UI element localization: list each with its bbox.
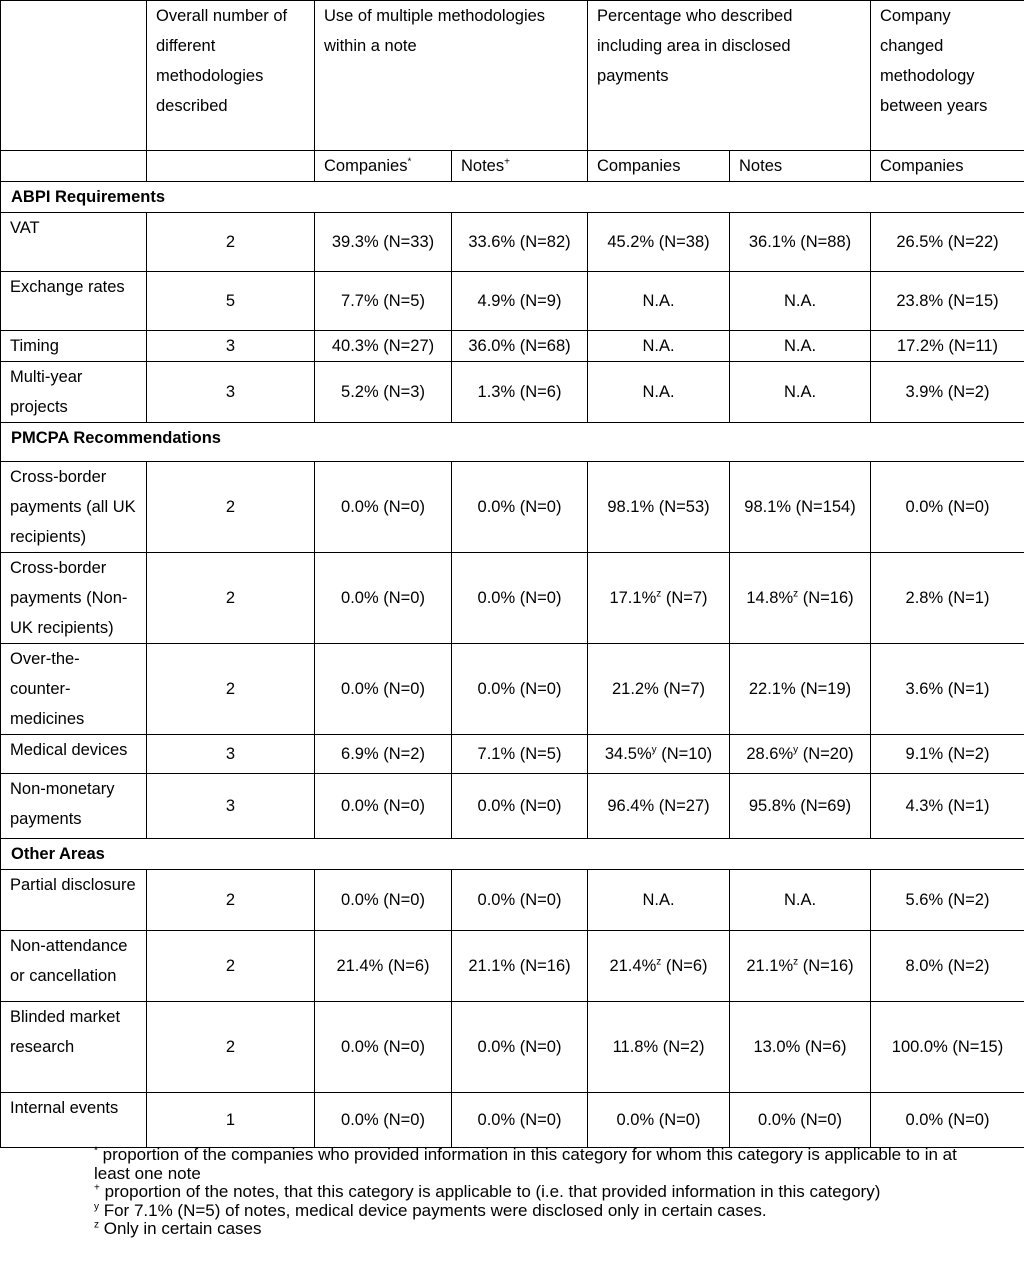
table-row <box>1 870 1024 931</box>
row-label: Blinded market research <box>1 1002 147 1093</box>
multiple-companies-value: 0.0% (N=0) <box>315 1002 452 1093</box>
footnote-plus: + proportion of the notes, that this category is applicable to (i.e. that provided information in this category) <box>94 1182 881 1201</box>
multiple-companies-value: 0.0% (N=0) <box>315 553 452 644</box>
multiple-notes-value: 0.0% (N=0) <box>452 553 588 644</box>
changed-value: 8.0% (N=2) <box>871 931 1024 1002</box>
footnote-y: $^y$ For 7.1% (N=5) of notes, medical device payments were disclosed only in certain cases. <box>94 1200 767 1220</box>
subheader-notes: Notes <box>730 151 871 182</box>
subheader-empty-cell <box>147 151 315 182</box>
row-label: Timing <box>1 331 147 362</box>
multiple-notes-value: 36.0% (N=68) <box>452 331 588 362</box>
percentage-companies-value: 96.4% (N=27) <box>588 774 730 839</box>
changed-value: 0.0% (N=0) <box>871 1093 1024 1148</box>
section-title: Other Areas <box>1 839 1024 870</box>
multiple-companies-value: 5.2% (N=3) <box>315 362 452 423</box>
row-label: Partial disclosure <box>1 870 147 931</box>
footnote-z: $^z$ Only in certain cases <box>94 1219 262 1238</box>
footnote-mark-plus: + <box>504 156 510 168</box>
percentage-notes-value: 98.1% (N=154) <box>730 462 871 553</box>
changed-value: 26.5% (N=22) <box>871 213 1024 272</box>
multiple-companies-value: 0.0% (N=0) <box>315 774 452 839</box>
percentage-notes-value: 21.1%$^z$ (N=16) <box>730 931 871 1002</box>
header-overall-methodologies: Overall number of different methodologies described <box>147 1 315 151</box>
header-company-changed: Company changed methodology between years <box>871 1 1024 151</box>
overall-value: 3 <box>147 735 315 774</box>
percentage-companies-value: 34.5%$^y$ (N=10) <box>588 735 730 774</box>
row-label: VAT <box>1 213 147 272</box>
overall-value: 3 <box>147 774 315 839</box>
row-label: Non-monetary payments <box>1 774 147 839</box>
overall-value: 2 <box>147 1002 315 1093</box>
changed-value: 17.2% (N=11) <box>871 331 1024 362</box>
multiple-companies-value: 40.3% (N=27) <box>315 331 452 362</box>
percentage-notes-value: 14.8%$^z$ (N=16) <box>730 553 871 644</box>
footnote-mark-z: z <box>793 588 799 600</box>
table-row <box>1 644 1024 735</box>
row-label: Over-the-counter-medicines <box>1 644 147 735</box>
row-label: Cross-border payments (Non-UK recipients) <box>1 553 147 644</box>
section-title: PMCPA Recommendations <box>1 423 1024 462</box>
subheader-row <box>1 151 1024 182</box>
section-row-pmcpa <box>1 423 1024 462</box>
subheader-companies: Companies <box>588 151 730 182</box>
table-row <box>1 462 1024 553</box>
table-row <box>1 272 1024 331</box>
percentage-companies-value: 98.1% (N=53) <box>588 462 730 553</box>
changed-value: 23.8% (N=15) <box>871 272 1024 331</box>
footnote-mark-z: z <box>656 588 662 600</box>
percentage-notes-value: N.A. <box>730 362 871 423</box>
row-label: Multi-year projects <box>1 362 147 423</box>
overall-value: 3 <box>147 362 315 423</box>
multiple-notes-value: 0.0% (N=0) <box>452 1093 588 1148</box>
changed-value: 0.0% (N=0) <box>871 462 1024 553</box>
percentage-companies-value: N.A. <box>588 870 730 931</box>
changed-value: 3.6% (N=1) <box>871 644 1024 735</box>
percentage-notes-value: N.A. <box>730 331 871 362</box>
footnote-mark-star: * <box>407 156 412 168</box>
footnote-mark-y: y <box>793 744 799 756</box>
subheader-notes: Notes+ <box>452 151 588 182</box>
row-label: Cross-border payments (all UK recipients) <box>1 462 147 553</box>
section-row-abpi <box>1 182 1024 213</box>
row-label: Exchange rates <box>1 272 147 331</box>
table-row <box>1 553 1024 644</box>
overall-value: 2 <box>147 644 315 735</box>
percentage-companies-value: N.A. <box>588 272 730 331</box>
header-row <box>1 1 1024 151</box>
overall-value: 2 <box>147 931 315 1002</box>
percentage-notes-value: N.A. <box>730 272 871 331</box>
percentage-companies-value: 0.0% (N=0) <box>588 1093 730 1148</box>
multiple-notes-value: 4.9% (N=9) <box>452 272 588 331</box>
changed-value: 4.3% (N=1) <box>871 774 1024 839</box>
row-label: Medical devices <box>1 735 147 774</box>
percentage-companies-value: 17.1%$^z$ (N=7) <box>588 553 730 644</box>
multiple-companies-value: 0.0% (N=0) <box>315 644 452 735</box>
percentage-notes-value: 95.8% (N=69) <box>730 774 871 839</box>
footnotes <box>94 1146 974 1239</box>
multiple-notes-value: 0.0% (N=0) <box>452 1002 588 1093</box>
multiple-notes-value: 21.1% (N=16) <box>452 931 588 1002</box>
changed-value: 9.1% (N=2) <box>871 735 1024 774</box>
percentage-notes-value: 0.0% (N=0) <box>730 1093 871 1148</box>
subheader-companies: Companies* <box>315 151 452 182</box>
percentage-companies-value: 11.8% (N=2) <box>588 1002 730 1093</box>
footnote-mark-z: z <box>793 956 799 968</box>
multiple-notes-value: 0.0% (N=0) <box>452 462 588 553</box>
multiple-companies-value: 0.0% (N=0) <box>315 870 452 931</box>
overall-value: 1 <box>147 1093 315 1148</box>
multiple-companies-value: 21.4% (N=6) <box>315 931 452 1002</box>
multiple-notes-value: 1.3% (N=6) <box>452 362 588 423</box>
footnote-star: * proportion of the companies who provided information in this category for whom this category is applicable to in at least one note <box>94 1145 957 1183</box>
table-row <box>1 1002 1024 1093</box>
table-row <box>1 931 1024 1002</box>
table-row <box>1 774 1024 839</box>
percentage-companies-value: N.A. <box>588 331 730 362</box>
multiple-notes-value: 0.0% (N=0) <box>452 774 588 839</box>
table-row <box>1 1093 1024 1148</box>
overall-value: 2 <box>147 462 315 553</box>
changed-value: 5.6% (N=2) <box>871 870 1024 931</box>
percentage-companies-value: 45.2% (N=38) <box>588 213 730 272</box>
changed-value: 2.8% (N=1) <box>871 553 1024 644</box>
percentage-notes-value: N.A. <box>730 870 871 931</box>
percentage-companies-value: 21.4%$^z$ (N=6) <box>588 931 730 1002</box>
header-empty-cell <box>1 1 147 151</box>
overall-value: 2 <box>147 213 315 272</box>
changed-value: 3.9% (N=2) <box>871 362 1024 423</box>
percentage-companies-value: 21.2% (N=7) <box>588 644 730 735</box>
changed-value: 100.0% (N=15) <box>871 1002 1024 1093</box>
table-row <box>1 735 1024 774</box>
header-percentage-described: Percentage who described including area in disclosed payments <box>588 1 871 151</box>
row-label: Internal events <box>1 1093 147 1148</box>
multiple-companies-value: 6.9% (N=2) <box>315 735 452 774</box>
multiple-notes-value: 33.6% (N=82) <box>452 213 588 272</box>
percentage-notes-value: 22.1% (N=19) <box>730 644 871 735</box>
subheader-empty-cell <box>1 151 147 182</box>
multiple-notes-value: 0.0% (N=0) <box>452 644 588 735</box>
multiple-companies-value: 39.3% (N=33) <box>315 213 452 272</box>
multiple-companies-value: 7.7% (N=5) <box>315 272 452 331</box>
header-multiple-methodologies: Use of multiple methodologies within a note <box>315 1 588 151</box>
overall-value: 5 <box>147 272 315 331</box>
percentage-notes-value: 36.1% (N=88) <box>730 213 871 272</box>
section-row-other <box>1 839 1024 870</box>
multiple-notes-value: 7.1% (N=5) <box>452 735 588 774</box>
multiple-companies-value: 0.0% (N=0) <box>315 462 452 553</box>
percentage-notes-value: 13.0% (N=6) <box>730 1002 871 1093</box>
overall-value: 2 <box>147 553 315 644</box>
percentage-companies-value: N.A. <box>588 362 730 423</box>
subheader-companies: Companies <box>871 151 1024 182</box>
section-title: ABPI Requirements <box>1 182 1024 213</box>
table-row <box>1 362 1024 423</box>
overall-value: 3 <box>147 331 315 362</box>
overall-value: 2 <box>147 870 315 931</box>
table-row <box>1 213 1024 272</box>
multiple-companies-value: 0.0% (N=0) <box>315 1093 452 1148</box>
footnote-mark-z: z <box>656 956 662 968</box>
footnote-mark-y: y <box>651 744 657 756</box>
table-row <box>1 331 1024 362</box>
percentage-notes-value: 28.6%$^y$ (N=20) <box>730 735 871 774</box>
multiple-notes-value: 0.0% (N=0) <box>452 870 588 931</box>
row-label: Non-attendance or cancellation <box>1 931 147 1002</box>
